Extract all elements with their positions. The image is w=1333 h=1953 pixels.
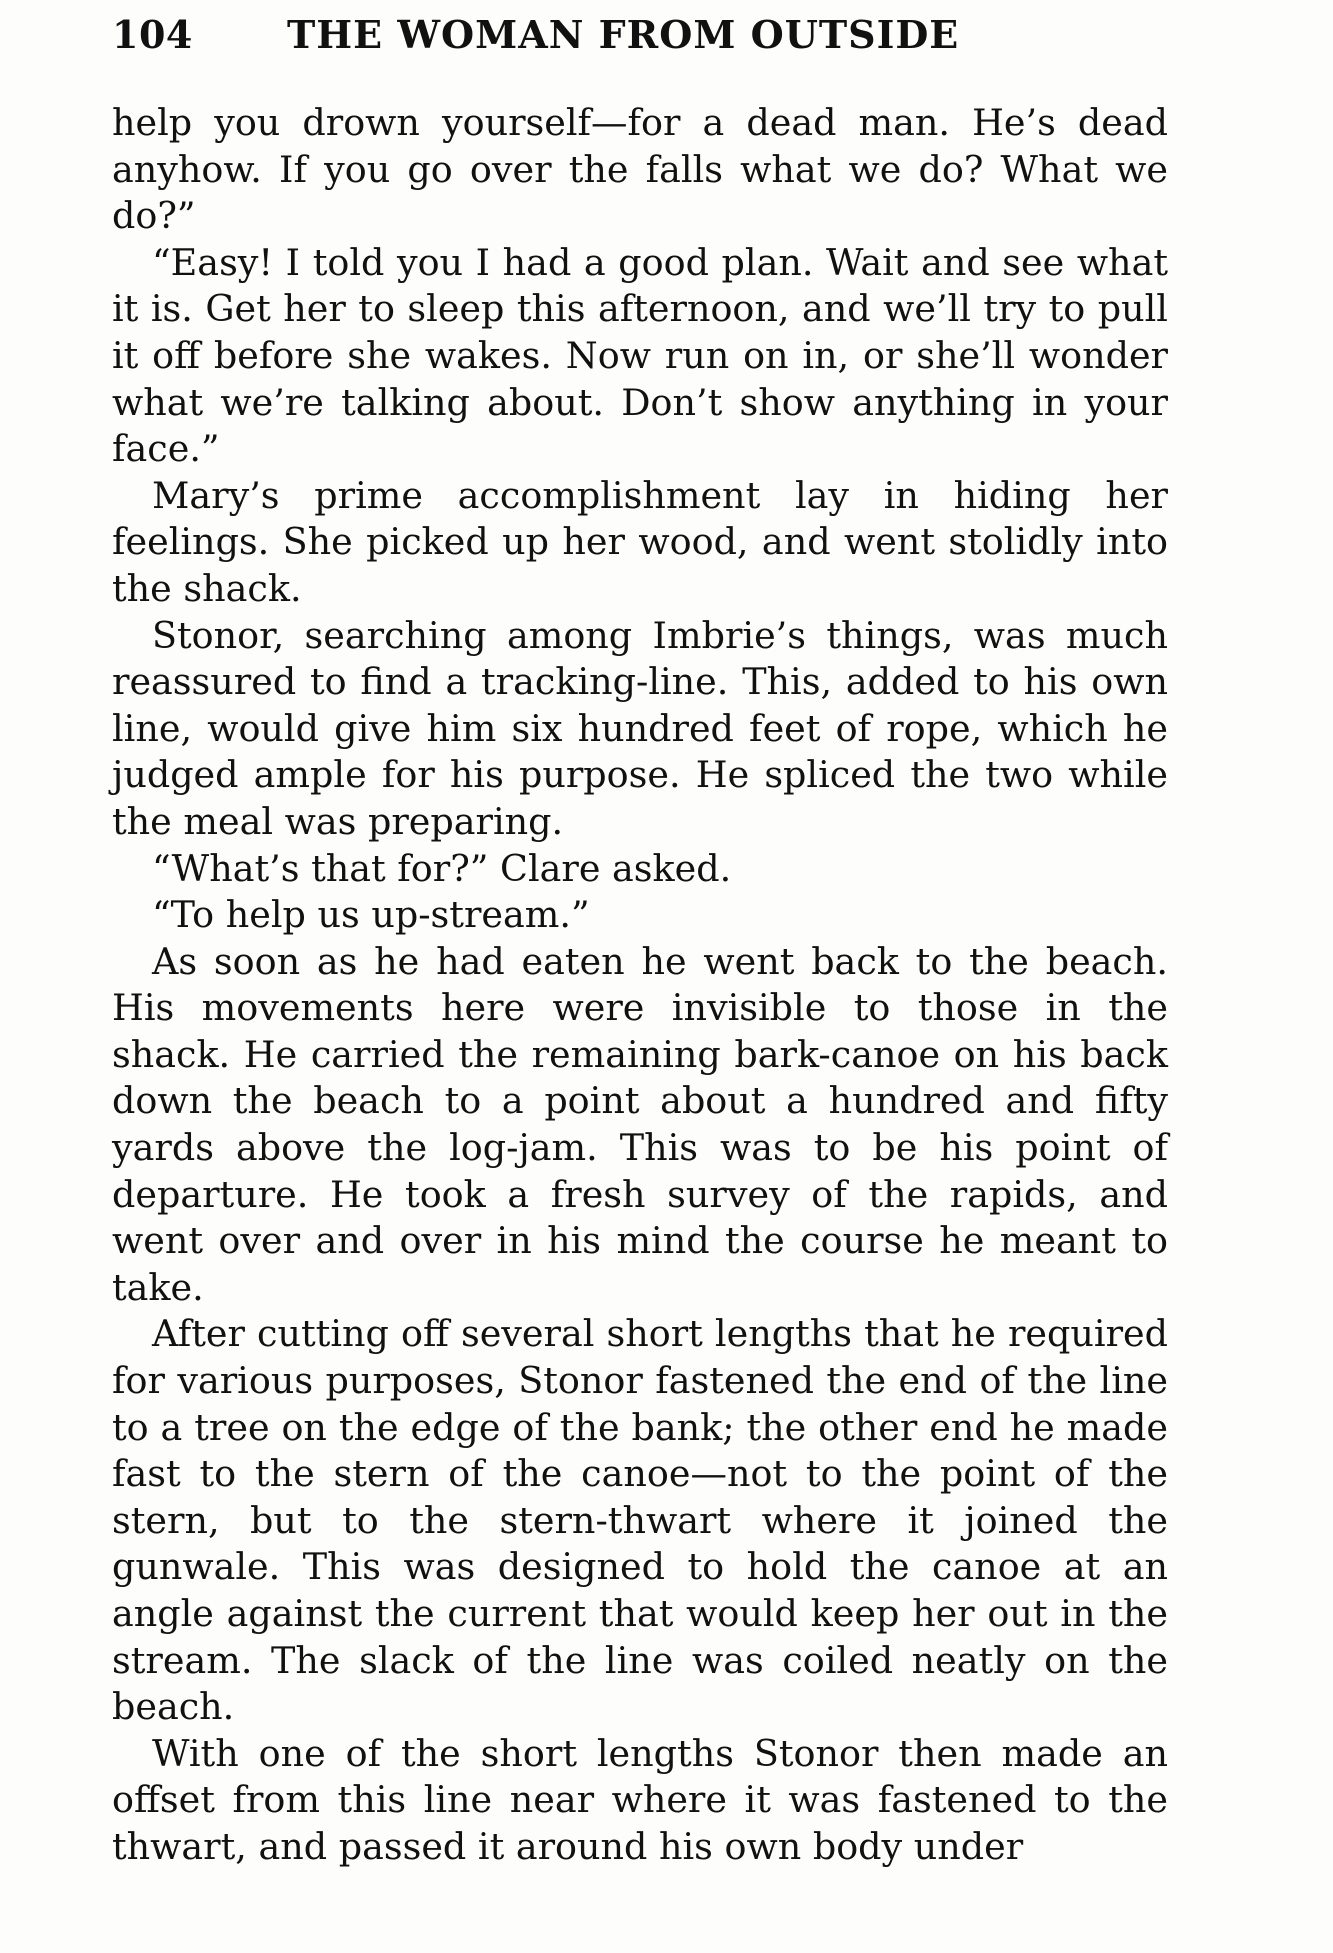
paragraph: “What’s that for?” Clare asked. — [152, 846, 732, 890]
paragraph: After cutting off several short lengths that he required for various purposes, Stonor fastened the end of the line to a tree on the edge of the bank; the other end he made fast to the stern of the canoe—not to the point of the stern, but to the stern-thwart where it joined the gunwale. This was designed to hold the canoe at an angle against the current that would keep her out in the stream. The slack of the line was coiled neatly on the beach. — [112, 1312, 1168, 1729]
body-text — [112, 100, 1168, 1871]
paragraph: help you drown yourself—for a dead man. He’s dead anyhow. If you go over the falls what we do? What we do?” — [112, 101, 1168, 238]
paragraph: “Easy! I told you I had a good plan. Wait and see what it is. Get her to sleep this afternoon, and we’ll try to pull it off before she wakes. Now run on in, or she’ll wonder what we’re talking about. Don’t show anything in your face.” — [112, 240, 1168, 471]
paragraph: Stonor, searching among Imbrie’s things, was much reassured to find a tracking-line. This, added to his own line, would give him six hundred feet of rope, which he judged ample for his purpose. He spliced the two while the meal was preparing. — [112, 613, 1168, 843]
running-title: THE WOMAN FROM OUTSIDE — [287, 12, 960, 57]
page-number: 104 — [112, 12, 193, 57]
paragraph: With one of the short lengths Stonor then made an offset from this line near where it was fastened to the thwart, and passed it around his own body under — [112, 1731, 1168, 1868]
page-header — [112, 12, 1172, 72]
paragraph: As soon as he had eaten he went back to the beach. His movements here were invisible to those in the shack. He carried the remaining bark-canoe on his back down the beach to a point about a hundred and fifty yards above the log-jam. This was to be his point of departure. He took a fresh survey of the rapids, and went over and over in his mind the course he meant to take. — [112, 939, 1168, 1309]
paragraph: “To help us up-stream.” — [152, 893, 590, 937]
paragraph: Mary’s prime accomplishment lay in hiding her feelings. She picked up her wood, and went stolidly into the shack. — [112, 473, 1168, 610]
